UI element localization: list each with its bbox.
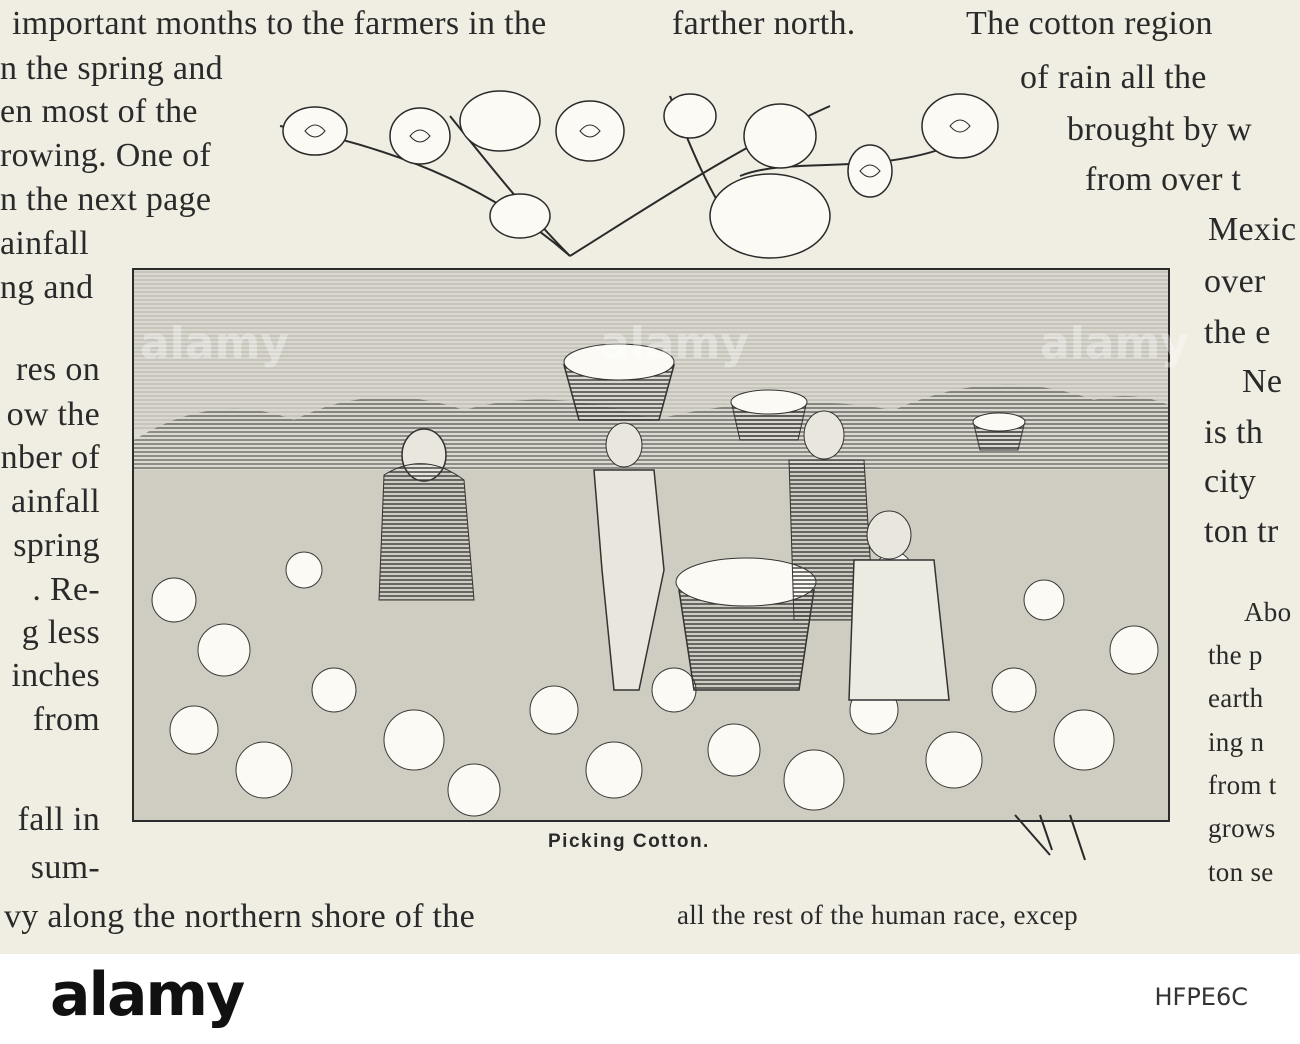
- text-line: ow the: [6, 396, 100, 433]
- text-line: from over t: [1085, 161, 1242, 198]
- text-line: ing n: [1208, 727, 1265, 757]
- text-line: all the rest of the human race, excep: [677, 900, 1078, 930]
- text-line: farther north.: [672, 5, 856, 42]
- text-line: The cotton region: [966, 5, 1213, 42]
- text-line: en most of the: [0, 93, 198, 130]
- cotton-stem-illustration: [1010, 810, 1100, 870]
- text-line: the p: [1208, 640, 1263, 670]
- cotton-sprig-illustration: [270, 86, 1010, 270]
- text-line: sum-: [30, 849, 100, 886]
- text-line: from: [32, 701, 100, 738]
- footer-divider: [0, 1031, 1300, 1044]
- image-id-label: HFPE6C: [1154, 983, 1248, 1011]
- text-line: . Re-: [32, 571, 100, 608]
- text-line: over: [1204, 263, 1266, 300]
- watermark-text: alamy: [1040, 318, 1189, 369]
- text-line: nber of: [0, 439, 100, 476]
- text-line: city: [1204, 463, 1257, 500]
- text-line: n the next page: [0, 181, 212, 218]
- text-line: Mexic: [1208, 211, 1297, 248]
- picking-cotton-engraving: [132, 268, 1170, 822]
- text-line: inches: [11, 657, 100, 694]
- text-line: Abo: [1244, 597, 1292, 627]
- text-line: fall in: [17, 801, 100, 838]
- text-line: is th: [1204, 414, 1264, 451]
- alamy-logo: alamy: [50, 960, 244, 1030]
- text-line: ainfall: [11, 483, 100, 520]
- text-line: earth: [1208, 683, 1264, 713]
- text-line: spring: [13, 527, 100, 564]
- text-line: of rain all the: [1020, 59, 1207, 96]
- text-line: the e: [1204, 314, 1271, 351]
- text-line: grows: [1208, 813, 1276, 843]
- watermark-text: alamy: [140, 318, 289, 369]
- text-line: ainfall: [0, 225, 89, 262]
- text-line: important months to the farmers in the: [12, 5, 547, 42]
- text-line: res on: [16, 351, 100, 388]
- illustration-caption: Picking Cotton.: [548, 831, 710, 852]
- text-line: brought by w: [1067, 111, 1252, 148]
- text-line: Ne: [1242, 363, 1283, 400]
- text-line: g less: [21, 614, 100, 651]
- text-line: ton tr: [1204, 513, 1279, 550]
- text-line: n the spring and: [0, 50, 223, 87]
- text-line: ton se: [1208, 857, 1274, 887]
- text-line: from t: [1208, 770, 1277, 800]
- watermark-text: alamy: [600, 318, 749, 369]
- text-line: vy along the northern shore of the: [4, 898, 475, 935]
- text-line: rowing. One of: [0, 137, 211, 174]
- text-line: ng and: [0, 269, 94, 306]
